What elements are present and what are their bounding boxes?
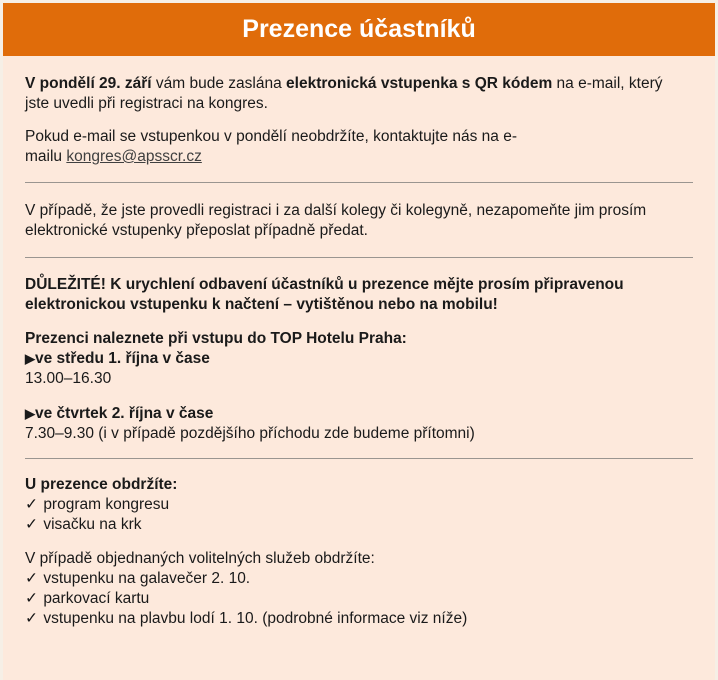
- optional-item-text: parkovací kartu: [43, 590, 150, 607]
- contact-prefix: mailu: [25, 148, 67, 165]
- date-highlight: V pondělí 29. září: [25, 75, 152, 92]
- optional-item-text: vstupenku na plavbu lodí 1. 10. (podrobné informace viz níže): [43, 610, 468, 627]
- receive-heading: U prezence obdržíte:: [25, 476, 178, 493]
- optional-heading: V případě objednaných volitelných služeb obdržíte:: [25, 550, 375, 567]
- important-text: DŮLEŽITÉ! K urychlení odbavení účastníků u prezence mějte prosím připravenou: [25, 276, 624, 293]
- section-title: Prezence účastníků: [242, 15, 476, 43]
- receive-item-text: program kongresu: [43, 496, 170, 513]
- intro-text: vám bude zaslána: [151, 75, 287, 92]
- contact-paragraph: [25, 127, 693, 167]
- optional-item-text: vstupenku na galavečer 2. 10.: [43, 570, 251, 587]
- check-icon: ✓: [25, 610, 38, 627]
- check-icon: ✓: [25, 590, 38, 607]
- registration-heading: Prezenci naleznete při vstupu do TOP Hotelu Praha:: [25, 330, 407, 347]
- receive-item-text: visačku na krk: [43, 516, 142, 533]
- arrow-right-icon: ▶: [25, 351, 35, 366]
- colleagues-text: V případě, že jste provedli registraci i za další kolegy či kolegyně, nezapomeňte jim prosím: [25, 202, 647, 219]
- receive-list: [25, 475, 693, 535]
- receive-item: [25, 516, 142, 533]
- optional-item: [25, 590, 149, 607]
- ticket-highlight: elektronická vstupenka s QR kódem: [286, 75, 553, 92]
- email-link[interactable]: kongres@apsscr.cz: [66, 148, 202, 165]
- section-content: [3, 56, 715, 629]
- email-section: [3, 3, 715, 680]
- contact-text: Pokud e-mail se vstupenkou v pondělí neobdržíte, kontaktujte nás na e-: [25, 128, 517, 145]
- check-icon: ✓: [25, 496, 38, 513]
- day2-label: ve čtvrtek 2. října v čase: [35, 405, 214, 422]
- check-icon: ✓: [25, 516, 38, 533]
- intro-paragraph: [25, 74, 693, 114]
- intro-text-line2: jste uvedli při registraci na kongres.: [25, 95, 268, 112]
- day2-time: 7.30–9.30 (i v případě pozdějšího příchodu zde budeme přítomni): [25, 425, 475, 442]
- intro-text-end: na e-mail, který: [552, 75, 663, 92]
- colleagues-text-line2: elektronické vstupenky přeposlat případně předat.: [25, 222, 368, 239]
- optional-item: [25, 610, 467, 627]
- optional-item: [25, 570, 250, 587]
- check-icon: ✓: [25, 570, 38, 587]
- day1-label: ve středu 1. října v čase: [35, 350, 210, 367]
- important-notice: [25, 275, 693, 315]
- colleagues-paragraph: [25, 201, 693, 241]
- receive-item: [25, 496, 169, 513]
- important-text-line2: elektronickou vstupenku k načtení – vytištěnou nebo na mobilu!: [25, 296, 498, 313]
- optional-list: [25, 549, 693, 629]
- registration-day2: [25, 404, 693, 444]
- section-header: [3, 3, 715, 56]
- arrow-right-icon: ▶: [25, 406, 35, 421]
- registration-info: [25, 329, 693, 389]
- day1-time: 13.00–16.30: [25, 370, 112, 387]
